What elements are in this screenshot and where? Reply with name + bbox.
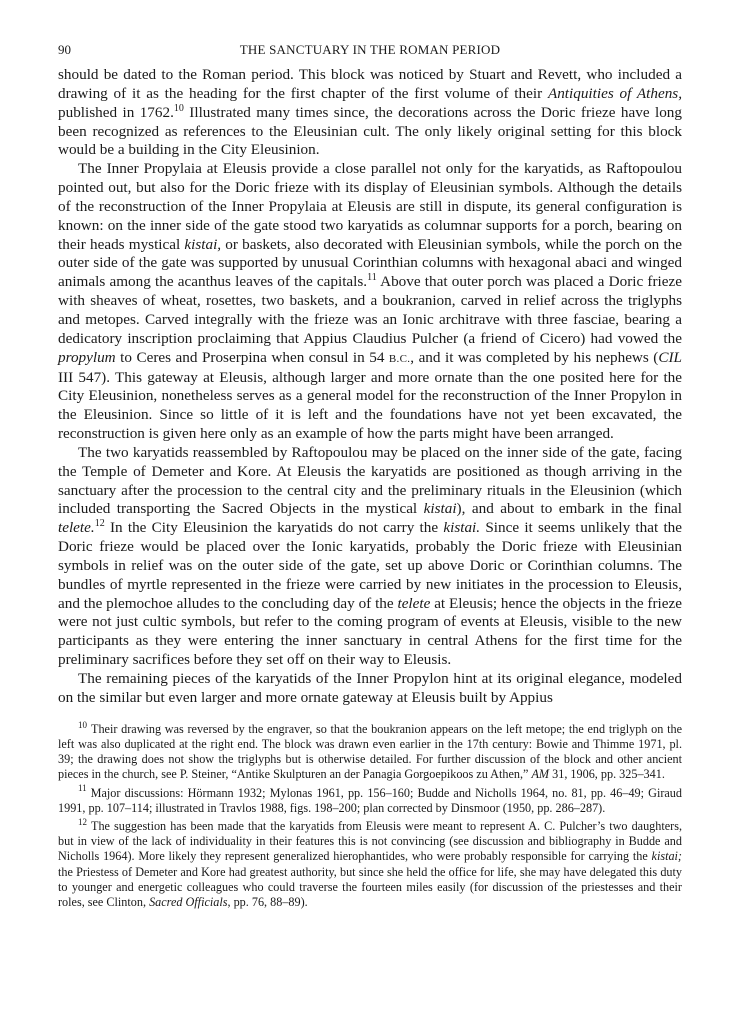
- small-caps-text: B.C.: [388, 352, 411, 365]
- paragraph: [58, 66, 682, 160]
- text-run: The two karyatids reassembled by Raftopoulou may be placed on the inner side of the gate, facing the Temple of Demeter and Kore. At Eleusis the karyatids are positioned as though arriving in the sanctuary after the procession to the central city and the preliminary rituals in the Eleusinion (which included transporting the Sacred Objects in the mystical: [58, 443, 682, 518]
- page-number: 90: [58, 42, 71, 57]
- text-run: should be dated to the Roman period. This block was noticed by Stuart and Revett, who included a drawing of it as the heading for the first chapter of the first volume of their: [58, 66, 682, 102]
- text-run: , and it was completed by his nephews (: [410, 348, 659, 366]
- italic-text: kistai;: [651, 849, 682, 864]
- italic-text: telete.: [58, 519, 95, 537]
- italic-text: propylum: [58, 348, 116, 366]
- footnote: [58, 783, 682, 816]
- page: [58, 42, 682, 913]
- text-run: The remaining pieces of the karyatids of the Inner Propylon hint at its original elegance, modeled on the similar but even larger and more ornate gateway at Eleusis built by Appius: [58, 670, 682, 706]
- paragraph: [58, 444, 682, 670]
- italic-text: Antiquities of Athens,: [547, 84, 682, 102]
- italic-text: kistai: [423, 500, 457, 518]
- text-run: to Ceres and Proserpina when consul in 54: [115, 348, 389, 366]
- italic-text: telete: [397, 594, 431, 612]
- text-run: 31, 1906, pp. 325–341.: [549, 767, 665, 782]
- text-run: the Priestess of Demeter and Kore had greatest authority, but since she held the office for life, she may have delegated this duty to younger and energetic colleagues who could traverse the fourteen miles easily (for discussion of the priestesses and their roles, see Clinton,: [58, 864, 682, 909]
- text-run: Major discussions: Hörmann 1932; Mylonas 1961, pp. 156–160; Budde and Nicholls 1964, no. 81, pp. 46–49; Giraud 1991, pp. 107–114; illustrated in Travlos 1988, figs. 198–200; plan corrected by Dinsmoor (1950, pp. 286–287).: [58, 785, 682, 815]
- text-run: ), and about to embark in the final: [456, 500, 682, 518]
- paragraph: [58, 160, 682, 444]
- italic-text: kistai.: [443, 519, 481, 537]
- text-run: published in 1762.: [58, 103, 174, 121]
- italic-text: Sacred Officials: [149, 894, 228, 909]
- italic-text: AM: [531, 767, 550, 782]
- text-run: In the City Eleusinion the karyatids do not carry the: [104, 519, 444, 537]
- footnote-reference: 10: [173, 102, 184, 114]
- page-header: [58, 42, 682, 64]
- footnotes: [58, 719, 682, 910]
- footnote-number: 11: [78, 783, 87, 794]
- footnote-number: 12: [78, 816, 87, 827]
- paragraph: [58, 670, 682, 708]
- text-run: Above that outer porch was placed a Doric frieze with sheaves of wheat, rosettes, two baskets, and a boukranion, carved in relief across the triglyphs and metopes. Carved integrally with the frieze was an Ionic architrave with three fasciae, bearing a dedicatory inscription proclaiming that Appius Claudius Pulcher (a friend of Cicero) had vowed the: [58, 273, 682, 347]
- text-run: Illustrated many times since, the decorations across the Doric frieze have long been recognized as references to the Eleusinian cult. The only likely original setting for this block would be a building in the City Eleusinion.: [58, 103, 682, 159]
- text-run: , pp. 76, 88–89).: [227, 894, 308, 909]
- footnote: [58, 719, 682, 783]
- running-head: THE SANCTUARY IN THE ROMAN PERIOD: [239, 42, 501, 57]
- footnote-reference: 11: [367, 272, 377, 284]
- text-run: III 547). This gateway at Eleusis, although larger and more ornate than the one posited here for the City Eleusinion, nonetheless serves as a general model for the reconstruction of the Inner Propylon in the Eleusinion. Since so little of it is left and the foundations have not yet been excavated, the reconstruction is given here only as an example of how the parts might have been arranged.: [58, 368, 682, 443]
- text-run: or baskets, also decorated with Eleusinian symbols, while the porch on the outer side of the gate was supported by unusual Corinthian columns with hexagonal abaci and winged animals among the acanthus leaves of the capitals.: [58, 235, 683, 291]
- text-run: The Inner Propylaia at Eleusis provide a close parallel not only for the karyatids, as Raftopoulou pointed out, but also for the Doric frieze with its display of Eleusinian symbols. Although the details of the reconstruction of the Inner Propylaia at Eleusis are still in dispute, its general configuration is known: on the inner side of the gate stood two karyatids as columnar supports for a porch, bearing on their heads mystical: [58, 160, 682, 253]
- footnote-number: 10: [78, 719, 87, 730]
- body-text: [58, 66, 682, 708]
- italic-text: kistai,: [184, 235, 222, 253]
- text-run: The suggestion has been made that the karyatids from Eleusis were meant to represent A. C. Pulcher’s two daughters, but in view of the lack of individuality in their features this is not convincing (see discussion and bibliography in Budde and Nicholls 1964). More likely they represent generalized hierophantides, who were probably responsible for carrying the: [58, 818, 682, 864]
- text-run: at Eleusis; hence the objects in the frieze were not just cultic symbols, but refer to the coming program of events at Eleusis, visible to the new participants as they were entering the inner sanctuary in central Athens for the first time for the preliminary sacrifices before they set off on their way to Eleusis.: [58, 594, 682, 669]
- footnote: [58, 816, 682, 910]
- italic-text: CIL: [658, 348, 682, 366]
- text-run: Their drawing was reversed by the engraver, so that the boukranion appears on the left metope; the end triglyph on the left was also duplicated at the right end. The block was drawn even earlier in the 17th century: Bowie and Thimme 1971, pl. 39; the drawing does not show the triglyphs but is otherwise detailed. For further discussion of the block and other ancient pieces in the church, see P. Steiner, “Antike Skulpturen an der Panagia Gorgoepikoos zu Athen,”: [58, 721, 682, 782]
- footnote-reference: 12: [94, 518, 105, 530]
- text-run: Since it seems unlikely that the Doric frieze would be placed over the Ionic karyatids, probably the Doric frieze with Eleusinian symbols in relief was on the outer side of the gate, set up above Doric or Corinthian columns. The bundles of myrtle represented in the frieze were carried by new initiates in the procession to Eleusis, and the plemochoe alludes to the concluding day of the: [58, 519, 682, 612]
